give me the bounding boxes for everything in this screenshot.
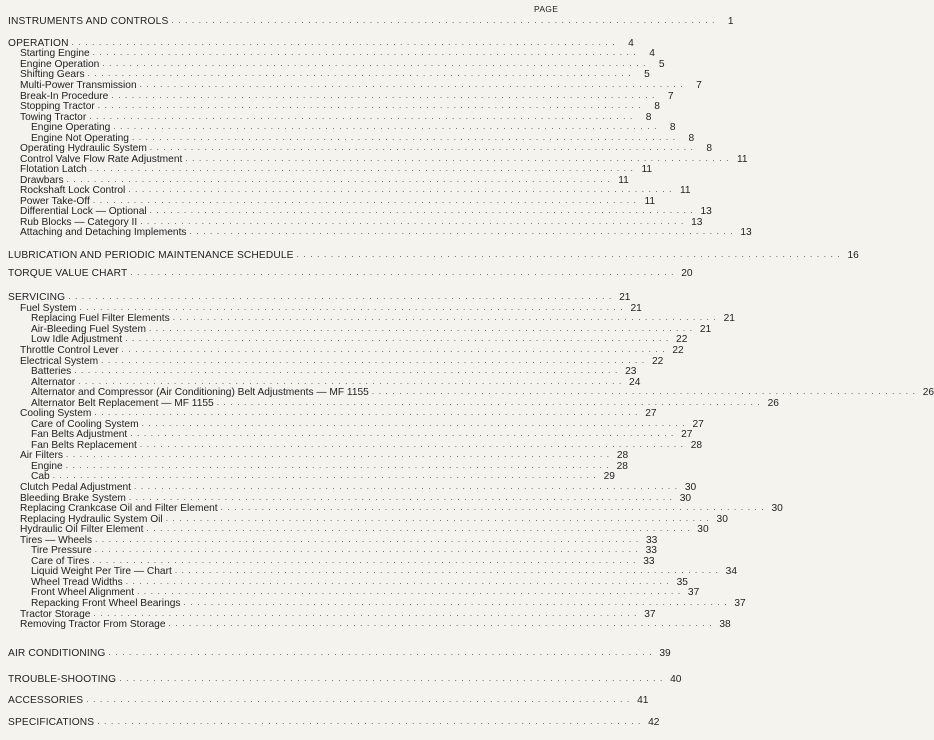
dot-leader: . . . . . . . . . . . . . . . . . . . . . . . . . . . . . . . . . . . . . . . . . . . . . . . . . . . . . . . . . . . . . . . . . . . . . . . . . . . . . . . . (149, 143, 695, 152)
toc-entry-lubrication-and-periodic-maintenance-schedule (8, 250, 859, 261)
toc-entry-page-number: 28 (616, 450, 629, 461)
dot-leader: . . . . . . . . . . . . . . . . . . . . . . . . . . . . . . . . . . . . . . . . . . . . . . . . . . . . . . . . . . . . . . . . . . . . . . . . . . . . . . . . (92, 196, 638, 205)
dot-leader: . . . . . . . . . . . . . . . . . . . . . . . . . . . . . . . . . . . . . . . . . . . . . . . . . . . . . . . . . . . . . . . . . . . . . . . . . . . . . . . . (52, 471, 597, 480)
toc-entry-title: Stopping Tractor (20, 101, 95, 112)
toc-entry-title: Power Take-Off (20, 196, 90, 207)
toc-entry-title: Drawbars (20, 175, 64, 186)
toc-entry-page-number: 1 (727, 16, 734, 27)
toc-entry-title: Replacing Hydraulic System Oil (20, 514, 163, 525)
toc-entry-title: Starting Engine (20, 48, 90, 59)
toc-entry-front-wheel-alignment (31, 587, 700, 598)
toc-entry-cooling-system (20, 408, 657, 419)
dot-leader: . . . . . . . . . . . . . . . . . . . . . . . . . . . . . . . . . . . . . . . . . . . . . . . . . . . . . . . . . . . . . . . . . . . . . . . . . . . . . . . . (79, 303, 624, 312)
dot-leader: . . . . . . . . . . . . . . . . . . . . . . . . . . . . . . . . . . . . . . . . . . . . . . . . . . . . . . . . . . . . . . . . . . . . . . . . . . . . . . . . (101, 356, 646, 365)
toc-entry-title: Fan Belts Replacement (31, 440, 137, 451)
toc-entry-page-number: 30 (771, 503, 783, 514)
toc-entry-title: Differential Lock — Optional (20, 206, 147, 217)
toc-entry-title: Hydraulic Oil Filter Element (20, 524, 144, 535)
toc-entry-title: Tires — Wheels (20, 535, 93, 546)
toc-entry-page-number: 30 (697, 524, 709, 535)
toc-entry-page-number: 22 (676, 334, 688, 345)
toc-entry-differential-lock-optional (20, 206, 712, 217)
dot-leader: . . . . . . . . . . . . . . . . . . . . . . . . . . . . . . . . . . . . . . . . . . . . . . . . . . . . . . . . . . . . . . . . . . . . . . . . . . . . . . . . (140, 217, 685, 226)
toc-entry-liquid-weight-per-tire-chart (31, 566, 738, 577)
dot-leader: . . . . . . . . . . . . . . . . . . . . . . . . . . . . . . . . . . . . . . . . . . . . . . . . . . . . . . . . . . . . . . . . . . . . . . . . . . . . . . . . (130, 268, 675, 277)
dot-leader: . . . . . . . . . . . . . . . . . . . . . . . . . . . . . . . . . . . . . . . . . . . . . . . . . . . . . . . . . . . . . . . . . . . . . . . . . . . . . . . . (146, 524, 691, 533)
toc-entry-replacing-fuel-filter-elements (31, 313, 735, 324)
dot-leader: . . . . . . . . . . . . . . . . . . . . . . . . . . . . . . . . . . . . . . . . . . . . . . . . . . . . . . . . . . . . . . . . . . . . . . . . . . . . . . . . (174, 566, 720, 575)
toc-entry-page-number: 28 (690, 440, 703, 451)
toc-entry-title: Cooling System (20, 408, 92, 419)
toc-entry-page-number: 20 (681, 268, 693, 279)
dot-leader: . . . . . . . . . . . . . . . . . . . . . . . . . . . . . . . . . . . . . . . . . . . . . . . . . . . . . . . . . . . . . . . . . . . . . . . . . . . . . . . . (94, 408, 639, 417)
toc-entry-page-number: 21 (619, 292, 631, 303)
toc-entry-title: Care of Tires (31, 556, 90, 567)
toc-entry-title: Towing Tractor (20, 112, 87, 123)
toc-entry-title: Air Filters (20, 450, 64, 461)
toc-entry-page-number: 41 (637, 695, 649, 706)
toc-entry-title: Fan Belts Adjustment (31, 429, 128, 440)
dot-leader: . . . . . . . . . . . . . . . . . . . . . . . . . . . . . . . . . . . . . . . . . . . . . . . . . . . . . . . . . . . . . . . . . . . . . . . . . . . . . . . . (113, 122, 658, 131)
dot-leader: . . . . . . . . . . . . . . . . . . . . . . . . . . . . . . . . . . . . . . . . . . . . . . . . . . . . . . . . . . . . . . . . . . . . . . . . . . . . . . . . (296, 250, 841, 259)
toc-entry-instruments-and-controls (8, 16, 734, 27)
toc-entry-attaching-and-detaching-implements (20, 227, 752, 238)
toc-entry-title: Replacing Fuel Filter Elements (31, 313, 170, 324)
toc-entry-title: Care of Cooling System (31, 419, 139, 430)
toc-entry-page-number: 27 (645, 408, 657, 419)
toc-entry-page-number: 8 (706, 143, 713, 154)
toc-entry-page-number: 7 (667, 91, 674, 102)
dot-leader: . . . . . . . . . . . . . . . . . . . . . . . . . . . . . . . . . . . . . . . . . . . . . . . . . . . . . . . . . . . . . . . . . . . . . . . . . . . . . . . . (78, 377, 623, 386)
toc-entry-page-number: 7 (696, 80, 702, 91)
toc-entry-servicing (8, 292, 631, 303)
toc-entry-page-number: 24 (629, 377, 641, 388)
toc-entry-title: Alternator and Compressor (Air Conditioning) Belt Adjustments — MF 1155 (31, 387, 369, 398)
toc-entry-title: Batteries (31, 366, 72, 377)
dot-leader: . . . . . . . . . . . . . . . . . . . . . . . . . . . . . . . . . . . . . . . . . . . . . . . . . . . . . . . . . . . . . . . . . . . . . . . . . . . . . . . . (92, 48, 637, 57)
toc-entry-repacking-front-wheel-bearings (31, 598, 746, 609)
toc-entry-page-number: 16 (847, 250, 859, 261)
dot-leader: . . . . . . . . . . . . . . . . . . . . . . . . . . . . . . . . . . . . . . . . . . . . . . . . . . . . . . . . . . . . . . . . . . . . . . . . . . . . . . . . (220, 503, 765, 512)
toc-entry-title: Multi-Power Transmission (20, 80, 137, 91)
toc-entry-page-number: 13 (740, 227, 752, 238)
toc-entry-page-number: 29 (603, 471, 615, 482)
toc-entry-page-number: 37 (734, 598, 746, 609)
toc-entry-title: LUBRICATION AND PERIODIC MAINTENANCE SCHEDULE (8, 250, 294, 261)
dot-leader: . . . . . . . . . . . . . . . . . . . . . . . . . . . . . . . . . . . . . . . . . . . . . . . . . . . . . . . . . . . . . . . . . . . . . . . . . . . . . . . . (148, 324, 694, 333)
toc-entry-page-number: 8 (645, 112, 652, 123)
dot-leader: . . . . . . . . . . . . . . . . . . . . . . . . . . . . . . . . . . . . . . . . . . . . . . . . . . . . . . . . . . . . . . . . . . . . . . . . . . . . . . . . (95, 535, 640, 544)
dot-leader: . . . . . . . . . . . . . . . . . . . . . . . . . . . . . . . . . . . . . . . . . . . . . . . . . . . . . . . . . . . . . . . . . . . . . . . . . . . . . . . . (128, 493, 674, 502)
toc-entry-title: Electrical System (20, 356, 99, 367)
dot-leader: . . . . . . . . . . . . . . . . . . . . . . . . . . . . . . . . . . . . . . . . . . . . . . . . . . . . . . . . . . . . . . . . . . . . . . . . . . . . . . . . (121, 345, 666, 354)
dot-leader: . . . . . . . . . . . . . . . . . . . . . . . . . . . . . . . . . . . . . . . . . . . . . . . . . . . . . . . . . . . . . . . . . . . . . . . . . . . . . . . . (131, 133, 677, 142)
dot-leader: . . . . . . . . . . . . . . . . . . . . . . . . . . . . . . . . . . . . . . . . . . . . . . . . . . . . . . . . . . . . . . . . . . . . . . . . . . . . . . . . (141, 419, 686, 428)
toc-entry-engine-operating (31, 122, 676, 133)
dot-leader: . . . . . . . . . . . . . . . . . . . . . . . . . . . . . . . . . . . . . . . . . . . . . . . . . . . . . . . . . . . . . . . . . . . . . . . . . . . . . . . . (86, 695, 631, 704)
toc-entry-page-number: 33 (645, 545, 657, 556)
toc-entry-starting-engine (20, 48, 655, 59)
toc-entry-clutch-pedal-adjustment (20, 482, 697, 493)
dot-leader: . . . . . . . . . . . . . . . . . . . . . . . . . . . . . . . . . . . . . . . . . . . . . . . . . . . . . . . . . . . . . . . . . . . . . . . . . . . . . . . . (125, 577, 670, 586)
dot-leader: . . . . . . . . . . . . . . . . . . . . . . . . . . . . . . . . . . . . . . . . . . . . . . . . . . . . . . . . . . . . . . . . . . . . . . . . . . . . . . . . (216, 398, 761, 407)
dot-leader: . . . . . . . . . . . . . . . . . . . . . . . . . . . . . . . . . . . . . . . . . . . . . . . . . . . . . . . . . . . . . . . . . . . . . . . . . . . . . . . . (89, 112, 634, 121)
toc-entry-shifting-gears (20, 69, 650, 80)
toc-entry-page-number: 22 (651, 356, 664, 367)
dot-leader: . . . . . . . . . . . . . . . . . . . . . . . . . . . . . . . . . . . . . . . . . . . . . . . . . . . . . . . . . . . . . . . . . . . . . . . . . . . . . . . . (92, 556, 637, 565)
dot-leader: . . . . . . . . . . . . . . . . . . . . . . . . . . . . . . . . . . . . . . . . . . . . . . . . . . . . . . . . . . . . . . . . . . . . . . . . . . . . . . . . (71, 38, 616, 47)
toc-entry-title: Clutch Pedal Adjustment (20, 482, 131, 493)
toc-entry-cab (31, 471, 615, 482)
toc-entry-page-number: 13 (700, 206, 712, 217)
toc-entry-title: Alternator (31, 377, 76, 388)
toc-entry-page-number: 30 (716, 514, 728, 525)
toc-entry-low-idle-adjustment (31, 334, 688, 345)
toc-entry-title: Cab (31, 471, 50, 482)
toc-entry-page-number: 13 (691, 217, 703, 228)
toc-entry-title: Tractor Storage (20, 609, 91, 620)
toc-entry-stopping-tractor (20, 101, 660, 112)
toc-entry-multi-power-transmission (20, 80, 702, 91)
toc-entry-title: Flotation Latch (20, 164, 87, 175)
toc-entry-page-number: 4 (628, 38, 634, 49)
toc-entry-title: Engine Not Operating (31, 133, 129, 144)
toc-entry-title: Throttle Control Lever (20, 345, 119, 356)
toc-entry-page-number: 33 (643, 556, 655, 567)
toc-entry-page-number: 28 (616, 461, 628, 472)
toc-entry-title: Front Wheel Alignment (31, 587, 135, 598)
toc-entry-page-number: 40 (670, 674, 682, 685)
toc-entry-title: Replacing Crankcase Oil and Filter Element (20, 503, 218, 514)
toc-entry-air-filters (20, 450, 629, 461)
toc-entry-page-number: 5 (644, 69, 650, 80)
toc-entry-page-number: 34 (725, 566, 738, 577)
dot-leader: . . . . . . . . . . . . . . . . . . . . . . . . . . . . . . . . . . . . . . . . . . . . . . . . . . . . . . . . . . . . . . . . . . . . . . . . . . . . . . . . (68, 292, 613, 301)
toc-entry-title: Engine Operating (31, 122, 111, 133)
toc-entry-page-number: 35 (676, 577, 688, 588)
dot-leader: . . . . . . . . . . . . . . . . . . . . . . . . . . . . . . . . . . . . . . . . . . . . . . . . . . . . . . . . . . . . . . . . . . . . . . . . . . . . . . . . (102, 59, 647, 68)
toc-entry-title: INSTRUMENTS AND CONTROLS (8, 16, 169, 27)
dot-leader: . . . . . . . . . . . . . . . . . . . . . . . . . . . . . . . . . . . . . . . . . . . . . . . . . . . . . . . . . . . . . . . . . . . . . . . . . . . . . . . . (97, 101, 642, 110)
toc-entry-page-number: 27 (681, 429, 693, 440)
toc-entry-torque-value-chart (8, 268, 693, 279)
toc-entry-title: AIR CONDITIONING (8, 648, 106, 659)
toc-entry-title: Engine (31, 461, 63, 472)
toc-entry-title: Repacking Front Wheel Bearings (31, 598, 181, 609)
dot-leader: . . . . . . . . . . . . . . . . . . . . . . . . . . . . . . . . . . . . . . . . . . . . . . . . . . . . . . . . . . . . . . . . . . . . . . . . . . . . . . . . (111, 91, 656, 100)
toc-entry-page-number: 11 (736, 154, 748, 165)
toc-entry-title: TORQUE VALUE CHART (8, 268, 128, 279)
toc-entry-page-number: 11 (641, 164, 653, 175)
toc-entry-page-number: 23 (625, 366, 637, 377)
toc-entry-title: Attaching and Detaching Implements (20, 227, 187, 238)
toc-entry-throttle-control-lever (20, 345, 684, 356)
dot-leader: . . . . . . . . . . . . . . . . . . . . . . . . . . . . . . . . . . . . . . . . . . . . . . . . . . . . . . . . . . . . . . . . . . . . . . . . . . . . . . . . (149, 206, 694, 215)
toc-entry-page-number: 37 (644, 609, 656, 620)
toc-entry-operating-hydraulic-system (20, 143, 713, 154)
toc-entry-title: Air-Bleeding Fuel System (31, 324, 146, 335)
dot-leader: . . . . . . . . . . . . . . . . . . . . . . . . . . . . . . . . . . . . . . . . . . . . . . . . . . . . . . . . . . . . . . . . . . . . . . . . . . . . . . . . (128, 185, 673, 194)
dot-leader: . . . . . . . . . . . . . . . . . . . . . . . . . . . . . . . . . . . . . . . . . . . . . . . . . . . . . . . . . . . . . . . . . . . . . . . . . . . . . . . . (371, 387, 917, 396)
toc-entry-page-number: 33 (645, 535, 658, 546)
toc-entry-title: Fuel System (20, 303, 77, 314)
toc-entry-title: ACCESSORIES (8, 695, 84, 706)
toc-entry-alternator-and-compressor-air-conditioning-belt-adjustments-mf-1155 (31, 387, 934, 398)
dot-leader: . . . . . . . . . . . . . . . . . . . . . . . . . . . . . . . . . . . . . . . . . . . . . . . . . . . . . . . . . . . . . . . . . . . . . . . . . . . . . . . . (189, 227, 734, 236)
toc-entry-title: TROUBLE-SHOOTING (8, 674, 117, 685)
toc-entry-accessories (8, 695, 649, 706)
dot-leader: . . . . . . . . . . . . . . . . . . . . . . . . . . . . . . . . . . . . . . . . . . . . . . . . . . . . . . . . . . . . . . . . . . . . . . . . . . . . . . . . (108, 648, 653, 657)
toc-entry-page-number: 5 (658, 59, 665, 70)
dot-leader: . . . . . . . . . . . . . . . . . . . . . . . . . . . . . . . . . . . . . . . . . . . . . . . . . . . . . . . . . . . . . . . . . . . . . . . . . . . . . . . . (130, 429, 675, 438)
page-column-header: PAGE (534, 4, 559, 14)
dot-leader: . . . . . . . . . . . . . . . . . . . . . . . . . . . . . . . . . . . . . . . . . . . . . . . . . . . . . . . . . . . . . . . . . . . . . . . . . . . . . . . . (87, 69, 632, 78)
toc-entry-page-number: 8 (688, 133, 695, 144)
toc-entry-page-number: 22 (672, 345, 684, 356)
toc-entry-page-number: 8 (654, 101, 660, 112)
toc-entry-title: Alternator Belt Replacement — MF 1155 (31, 398, 214, 409)
dot-leader: . . . . . . . . . . . . . . . . . . . . . . . . . . . . . . . . . . . . . . . . . . . . . . . . . . . . . . . . . . . . . . . . . . . . . . . . . . . . . . . . (134, 482, 679, 491)
toc-entry-title: OPERATION (8, 38, 69, 49)
dot-leader: . . . . . . . . . . . . . . . . . . . . . . . . . . . . . . . . . . . . . . . . . . . . . . . . . . . . . . . . . . . . . . . . . . . . . . . . . . . . . . . . (185, 154, 730, 163)
toc-entry-title: Tire Pressure (31, 545, 92, 556)
toc-entry-batteries (31, 366, 637, 377)
toc-entry-replacing-crankcase-oil-and-filter-element (20, 503, 783, 514)
toc-entry-page-number: 26 (767, 398, 779, 409)
toc-entry-tire-pressure (31, 545, 657, 556)
dot-leader: . . . . . . . . . . . . . . . . . . . . . . . . . . . . . . . . . . . . . . . . . . . . . . . . . . . . . . . . . . . . . . . . . . . . . . . . . . . . . . . . (93, 609, 638, 618)
dot-leader: . . . . . . . . . . . . . . . . . . . . . . . . . . . . . . . . . . . . . . . . . . . . . . . . . . . . . . . . . . . . . . . . . . . . . . . . . . . . . . . . (139, 80, 684, 89)
toc-entry-title: Shifting Gears (20, 69, 85, 80)
toc-entry-page-number: 11 (679, 185, 691, 196)
toc-entry-title: SERVICING (8, 292, 66, 303)
toc-entry-title: Wheel Tread Widths (31, 577, 123, 588)
toc-entry-page-number: 8 (669, 122, 676, 133)
toc-entry-page-number: 21 (630, 303, 642, 314)
toc-entry-specifications (8, 717, 660, 728)
toc-entry-page-number: 4 (649, 48, 655, 59)
toc-entry-page-number: 27 (692, 419, 704, 430)
toc-entry-title: Bleeding Brake System (20, 493, 126, 504)
toc-entry-page-number: 21 (723, 313, 735, 324)
toc-entry-title: Break-In Procedure (20, 91, 109, 102)
toc-entry-title: Rockshaft Lock Control (20, 185, 126, 196)
dot-leader: . . . . . . . . . . . . . . . . . . . . . . . . . . . . . . . . . . . . . . . . . . . . . . . . . . . . . . . . . . . . . . . . . . . . . . . . . . . . . . . . (74, 366, 619, 375)
toc-entry-title: Control Valve Flow Rate Adjustment (20, 154, 183, 165)
dot-leader: . . . . . . . . . . . . . . . . . . . . . . . . . . . . . . . . . . . . . . . . . . . . . . . . . . . . . . . . . . . . . . . . . . . . . . . . . . . . . . . . (139, 440, 685, 449)
toc-entry-page-number: 30 (684, 482, 697, 493)
toc-entry-title: Low Idle Adjustment (31, 334, 123, 345)
dot-leader: . . . . . . . . . . . . . . . . . . . . . . . . . . . . . . . . . . . . . . . . . . . . . . . . . . . . . . . . . . . . . . . . . . . . . . . . . . . . . . . . (165, 514, 710, 523)
toc-entry-page-number: 39 (659, 648, 671, 659)
dot-leader: . . . . . . . . . . . . . . . . . . . . . . . . . . . . . . . . . . . . . . . . . . . . . . . . . . . . . . . . . . . . . . . . . . . . . . . . . . . . . . . . (66, 450, 611, 459)
toc-entry-title: Engine Operation (20, 59, 100, 70)
dot-leader: . . . . . . . . . . . . . . . . . . . . . . . . . . . . . . . . . . . . . . . . . . . . . . . . . . . . . . . . . . . . . . . . . . . . . . . . . . . . . . . . (125, 334, 670, 343)
dot-leader: . . . . . . . . . . . . . . . . . . . . . . . . . . . . . . . . . . . . . . . . . . . . . . . . . . . . . . . . . . . . . . . . . . . . . . . . . . . . . . . . (94, 545, 639, 554)
dot-leader: . . . . . . . . . . . . . . . . . . . . . . . . . . . . . . . . . . . . . . . . . . . . . . . . . . . . . . . . . . . . . . . . . . . . . . . . . . . . . . . . (171, 16, 716, 25)
toc-entry-hydraulic-oil-filter-element (20, 524, 709, 535)
toc-entry-title: Operating Hydraulic System (20, 143, 147, 154)
dot-leader: . . . . . . . . . . . . . . . . . . . . . . . . . . . . . . . . . . . . . . . . . . . . . . . . . . . . . . . . . . . . . . . . . . . . . . . . . . . . . . . . (65, 461, 610, 470)
toc-entry-page-number: 30 (679, 493, 692, 504)
dot-leader: . . . . . . . . . . . . . . . . . . . . . . . . . . . . . . . . . . . . . . . . . . . . . . . . . . . . . . . . . . . . . . . . . . . . . . . . . . . . . . . . (172, 313, 717, 322)
dot-leader: . . . . . . . . . . . . . . . . . . . . . . . . . . . . . . . . . . . . . . . . . . . . . . . . . . . . . . . . . . . . . . . . . . . . . . . . . . . . . . . . (97, 717, 642, 726)
toc-entry-title: Rub Blocks — Category II (20, 217, 138, 228)
dot-leader: . . . . . . . . . . . . . . . . . . . . . . . . . . . . . . . . . . . . . . . . . . . . . . . . . . . . . . . . . . . . . . . . . . . . . . . . . . . . . . . . (137, 587, 682, 596)
dot-leader: . . . . . . . . . . . . . . . . . . . . . . . . . . . . . . . . . . . . . . . . . . . . . . . . . . . . . . . . . . . . . . . . . . . . . . . . . . . . . . . . (168, 619, 713, 628)
toc-entry-title: SPECIFICATIONS (8, 717, 95, 728)
toc-entry-page-number: 42 (648, 717, 660, 728)
dot-leader: . . . . . . . . . . . . . . . . . . . . . . . . . . . . . . . . . . . . . . . . . . . . . . . . . . . . . . . . . . . . . . . . . . . . . . . . . . . . . . . . (66, 175, 611, 184)
toc-entry-title: Removing Tractor From Storage (20, 619, 166, 630)
toc-entry-rockshaft-lock-control (20, 185, 691, 196)
toc-entry-page-number: 26 (922, 387, 934, 398)
toc-entry-page-number: 21 (699, 324, 712, 335)
toc-entry-air-conditioning (8, 648, 671, 659)
toc-entry-page-number: 37 (687, 587, 700, 598)
toc-entry-fan-belts-adjustment (31, 429, 693, 440)
toc-entry-page-number: 38 (719, 619, 731, 630)
toc-entry-page-number: 11 (618, 175, 629, 186)
dot-leader: . . . . . . . . . . . . . . . . . . . . . . . . . . . . . . . . . . . . . . . . . . . . . . . . . . . . . . . . . . . . . . . . . . . . . . . . . . . . . . . . (89, 164, 635, 173)
toc-entry-title: Liquid Weight Per Tire — Chart (31, 566, 172, 577)
toc-entry-flotation-latch (20, 164, 653, 175)
toc-entry-trouble-shooting (8, 674, 682, 685)
dot-leader: . . . . . . . . . . . . . . . . . . . . . . . . . . . . . . . . . . . . . . . . . . . . . . . . . . . . . . . . . . . . . . . . . . . . . . . . . . . . . . . . (119, 674, 664, 683)
toc-entry-page-number: 11 (644, 196, 656, 207)
dot-leader: . . . . . . . . . . . . . . . . . . . . . . . . . . . . . . . . . . . . . . . . . . . . . . . . . . . . . . . . . . . . . . . . . . . . . . . . . . . . . . . . (183, 598, 728, 607)
toc-entry-removing-tractor-from-storage (20, 619, 731, 630)
